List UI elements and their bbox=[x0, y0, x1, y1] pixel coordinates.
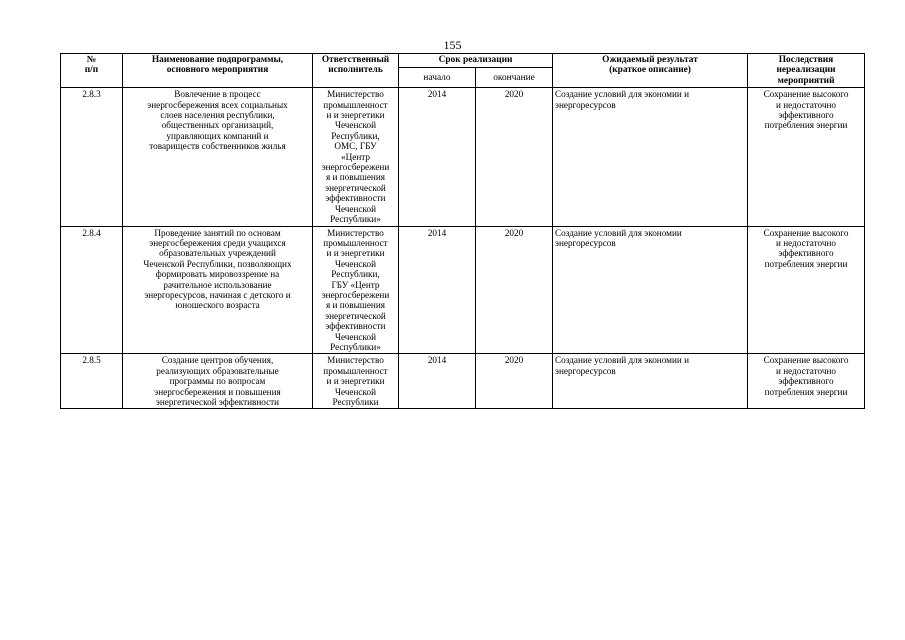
header-term: Срок реализации bbox=[399, 54, 553, 68]
row-start-year: 2014 bbox=[399, 226, 476, 354]
row-consequences: Сохранение высокого и недостаточно эффективного потребления энергии bbox=[748, 354, 865, 409]
header-executor: Ответственный исполнитель bbox=[313, 54, 399, 88]
row-name: Проведение занятий по основам энергосбережения среди учащихся образовательных учреждений Чеченской Республики, позволяющих формировать мировоззрение на рачительное использование энергоресурсов, начиная с детского и юношеского возраста bbox=[123, 226, 313, 354]
row-name: Создание центров обучения, реализующих образовательные программы по вопросам энергосбережения и повышения энергетической эффективности bbox=[123, 354, 313, 409]
row-result: Создание условий для экономии энергоресурсов bbox=[553, 226, 748, 354]
row-start-year: 2014 bbox=[399, 354, 476, 409]
row-end-year: 2020 bbox=[476, 354, 553, 409]
row-number: 2.8.5 bbox=[61, 354, 123, 409]
row-executor: Министерство промышленност и и энергетики Чеченской Республики, ОМС, ГБУ «Центр энергосбережени я и повышения энергетической эффективности Чеченской Республики» bbox=[313, 88, 399, 226]
row-number: 2.8.3 bbox=[61, 88, 123, 226]
row-name: Вовлечение в процесс энергосбережения всех социальных слоев населения республики, общественных организаций, управляющих компаний и товариществ собственников жилья bbox=[123, 88, 313, 226]
row-result: Создание условий для экономии и энергоресурсов bbox=[553, 354, 748, 409]
page-number: 155 bbox=[443, 38, 462, 52]
row-number: 2.8.4 bbox=[61, 226, 123, 354]
table-row bbox=[61, 226, 865, 354]
row-executor: Министерство промышленност и и энергетики Чеченской Республики, ГБУ «Центр энергосбережени я и повышения энергетической эффективности Чеченской Республики» bbox=[313, 226, 399, 354]
header-num: № п/п bbox=[61, 54, 123, 88]
row-consequences: Сохранение высокого и недостаточно эффективного потребления энергии bbox=[748, 88, 865, 226]
row-result: Создание условий для экономии и энергоресурсов bbox=[553, 88, 748, 226]
header-name: Наименование подпрограммы, основного мероприятия bbox=[123, 54, 313, 88]
table-row bbox=[61, 354, 865, 409]
table-row bbox=[61, 88, 865, 226]
row-start-year: 2014 bbox=[399, 88, 476, 226]
row-consequences: Сохранение высокого и недостаточно эффективного потребления энергии bbox=[748, 226, 865, 354]
header-row bbox=[61, 54, 865, 68]
row-end-year: 2020 bbox=[476, 88, 553, 226]
header-consequences: Последствия нереализации мероприятий bbox=[748, 54, 865, 88]
program-table bbox=[60, 53, 865, 409]
header-end: окончание bbox=[476, 68, 553, 88]
row-end-year: 2020 bbox=[476, 226, 553, 354]
row-executor: Министерство промышленност и и энергетики Чеченской Республики bbox=[313, 354, 399, 409]
header-result: Ожидаемый результат (краткое описание) bbox=[553, 54, 748, 88]
header-start: начало bbox=[399, 68, 476, 88]
